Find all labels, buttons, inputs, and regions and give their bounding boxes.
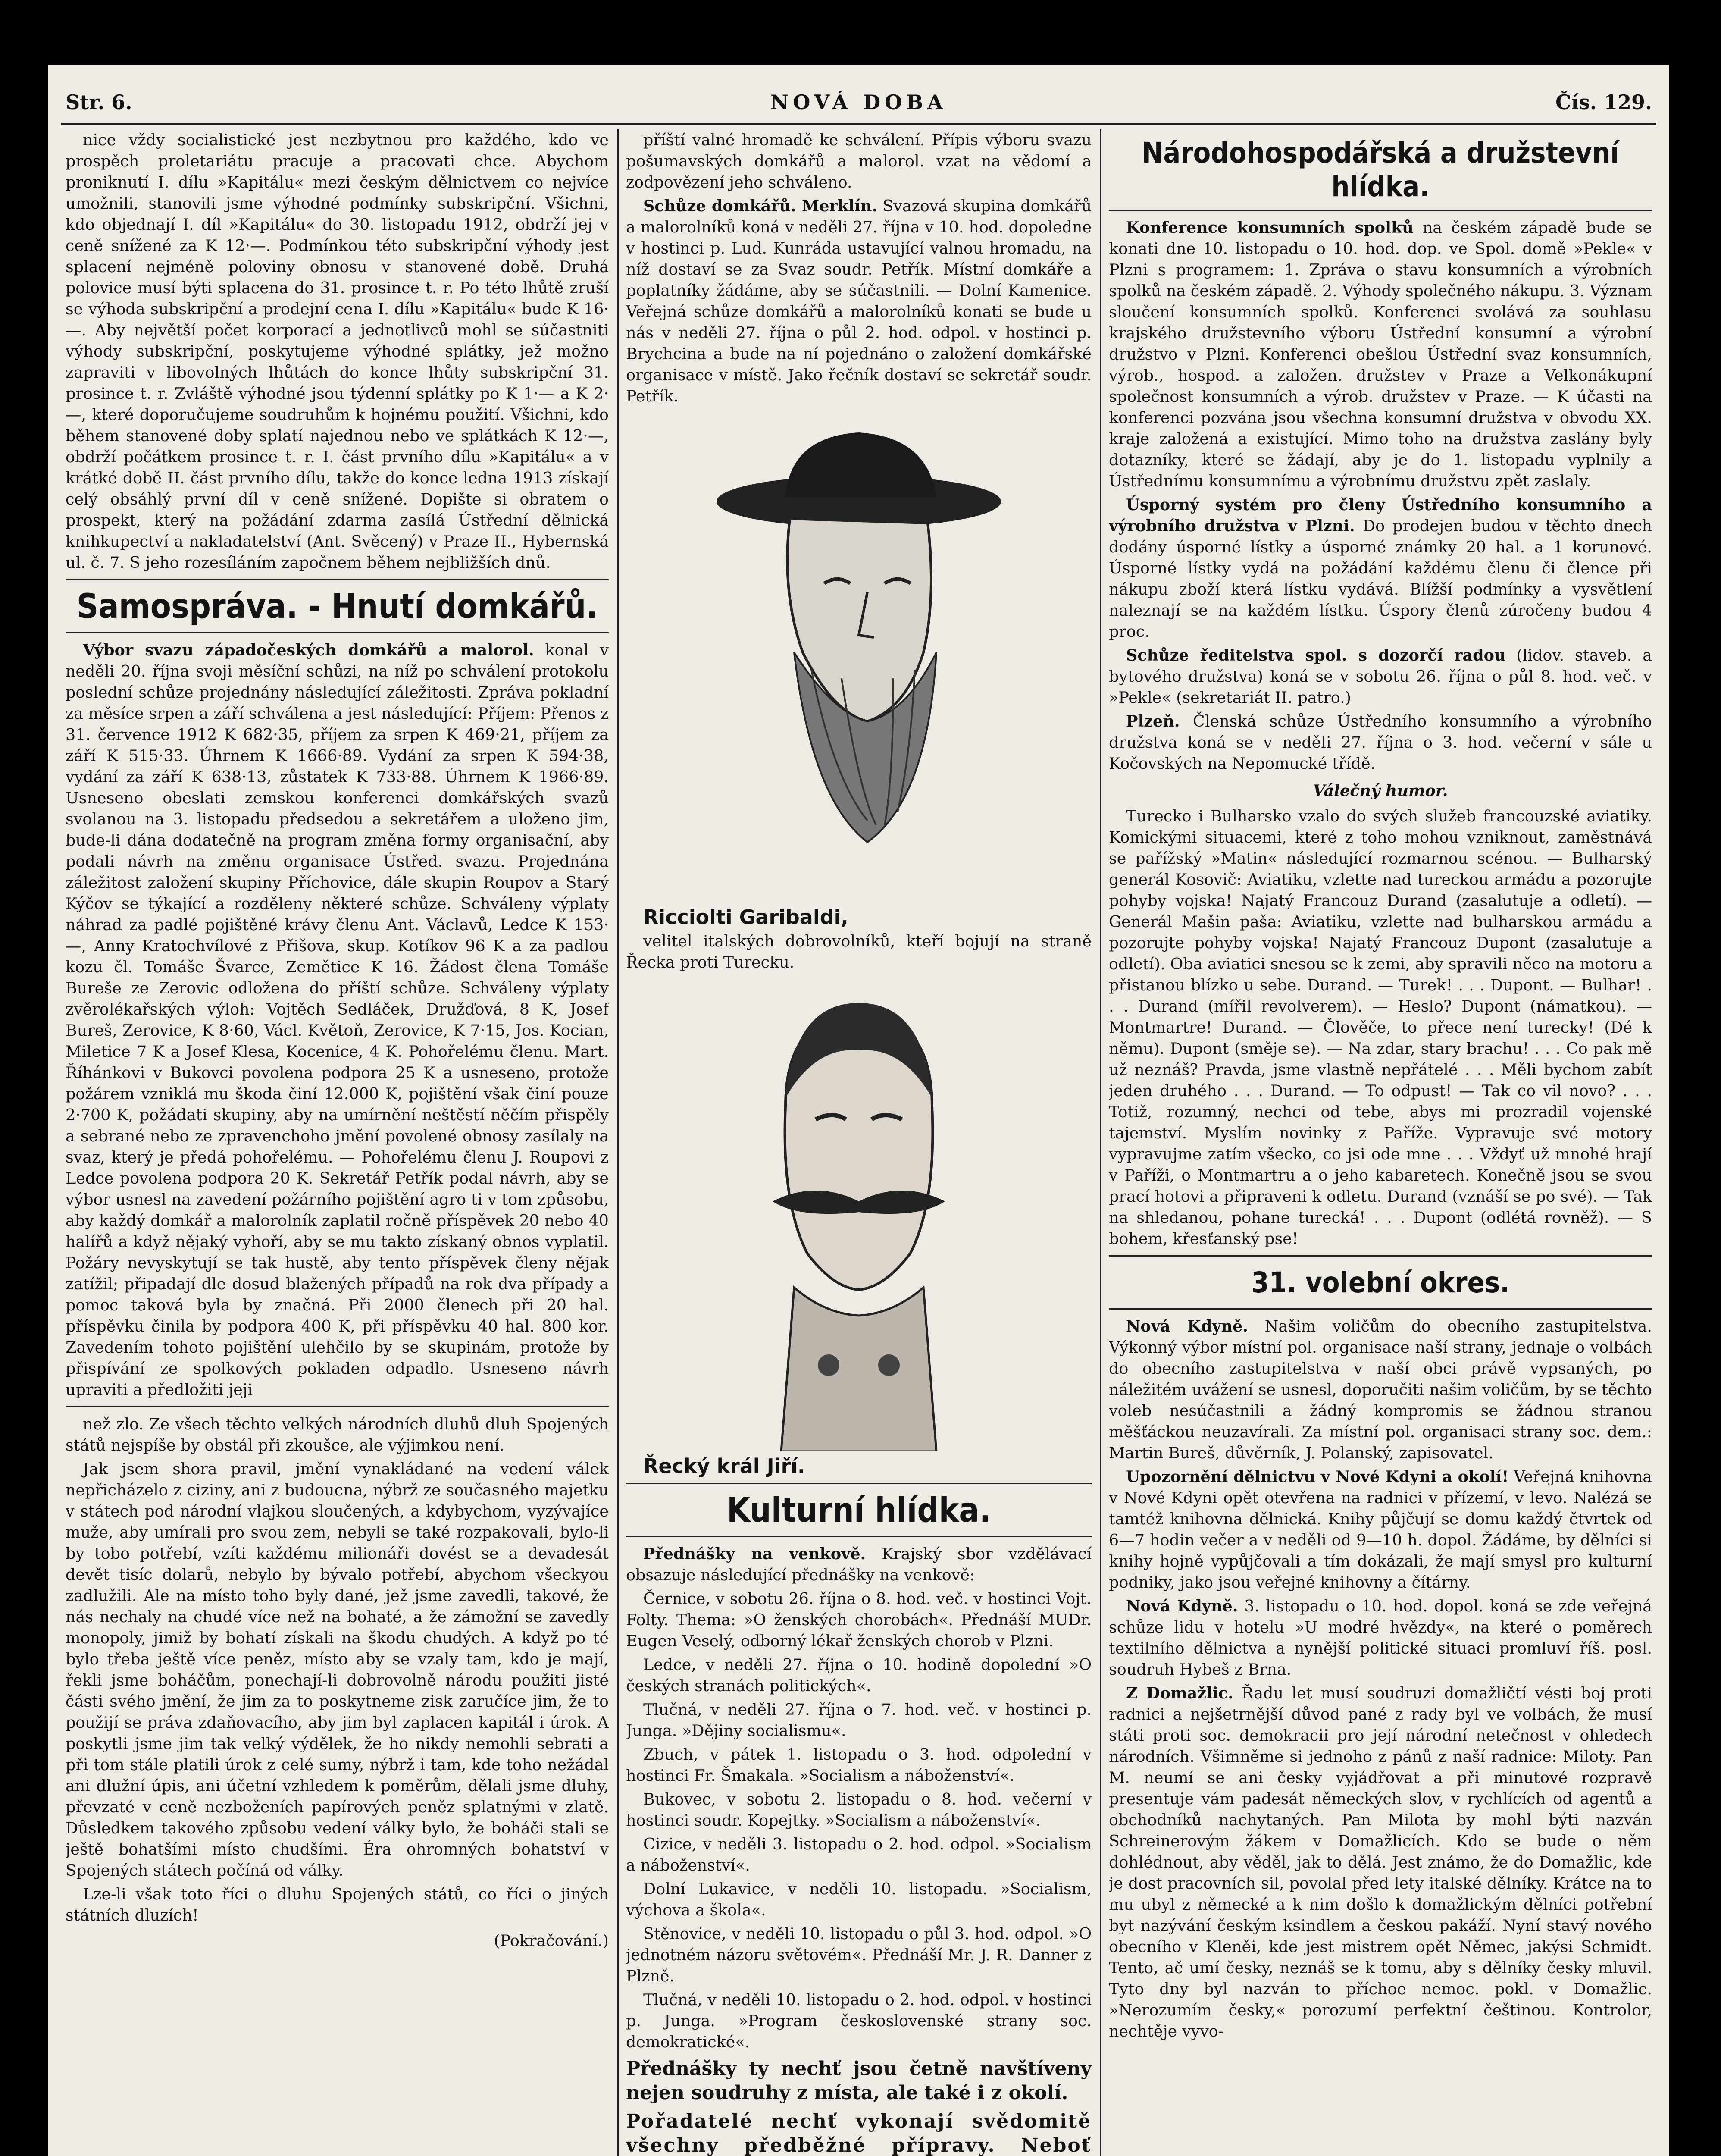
run-in-heading: Výbor svazu západočeských domkářů a malorol. [83, 641, 534, 659]
lecture-listing: Bukovec, v sobotu 2. listopadu o 8. hod. večerní v hostinci soudr. Kopejtky. »Socialism a náboženství«. [626, 1790, 1092, 1830]
masthead-title: NOVÁ DOBA [770, 91, 947, 114]
run-in-heading: Upozornění dělnictvu v Nové Kdyni a okolí! [1126, 1467, 1509, 1486]
garibaldi-portrait-illustration [704, 411, 1014, 903]
subsection-heading: Válečný humor. [1313, 781, 1448, 800]
article-text: Veřejná knihovna v Nové Kdyni opět otevřena na radnici v přízemí, v levo. Nalézá se tamtéž knihovna dělnická. Knihy půjčují se domu každý čtvrtek od 6—7 hodin večer a v neděli od 9—10 h. dopol. Žádáme, by dělníci si knihy hojně vypůjčovali a tím dokázali, že mají smysl pro kulturní podniky, jako jsou veřejné knihovny a čítárny. [1109, 1467, 1652, 1592]
divider [1109, 1255, 1652, 1257]
article-paragraph [1109, 1316, 1652, 1463]
article-text: konal v neděli 20. října svoji měsíční schůzi, na níž po schválení protokolu poslední schůze projednány následující záležitosti. Zpráva pokladní za měsíce srpen a září schválena a jest následující: Příjem: Přenos z 31. července 1912 K 682·35, příjem za srpen K 469·21, příjem za září K 515·33. Úhrnem K 1666·89. Vydání za srpen K 594·38, vydání za září K 638·13, zůstatek K 733·88. Úhrnem K 1966·89. Usneseno obeslati zemskou konferenci domkářských svazů svolanou na 3. listopadu předsedou a sekretářem a uloženo jim, bude-li dána dodatečně na program změna formy organisační, aby podali návrh na změnu organisace Ústřed. svazu. Projednána záležitost založení skupiny Příchovice, dále skupin Roupov a Starý Kýčov se týkající a rozděleny některé schůze. Schváleny výplaty náhrad za padlé pojištěné krávy členu Ant. Václavů, Ledce K 153·—, Anny Kratochvílové z Přišova, skup. Kotíkov 96 K a za padlou kozu čl. Tomáše Švarce, Zemětice K 16. Žádost člena Tomáše Bureše ze Zerovic odložena do příští schůze. Schváleny výplaty zvěrolékařských výloh: Vojtěch Sedláček, Družďová, 8 K, Josef Bureš, Zerovice, K 8·60, Václ. Květoň, Zerovice, K 7·15, Jos. Kocian, Miletice 7 K a Josef Klesa, Kocenice, 4 K. Pohořelému členu. Mart. Říhánkovi v Bukovci povolena podpora 25 K a usneseno, protože požárem vzniklá mu škoda činí 12.000 K, pojištění však činí pouze 2·700 K, požádati skupiny, aby na umírnění neštěstí něčím přispěly a sebrané nebo ze zpravenchoho jmění povolené obnosy zasílaly na svaz, který je předá pohořelému. — Pohořelému členu J. Roupovi z Ledce povolena podpora 20 K. Sekretář Petřík podal návrh, aby se výbor usnesl na zavedení požárního pojištění agro ti v tom způsobu, aby každý domkář a malorolník zaplatil ročně příspěvek 20 nebo 40 halířů a když nějaký vyhoří, aby se mu takto získaný obnos vyplatil. Požáry nevyskytují se tak hustě, aby tento příspěvek členy nějak zatížil; připadají dle dosud blažených případů na rok dva případy a pomoc taková byla by značná. Při 2000 členech při 20 hal. příspěvku činila by podpora 400 K, při příspěvku 40 hal. 800 kor. Zavedením tohoto pojištění ulehčilo by se skupinám, protože by přispívání ze spolkových pokladen odpadlo. Usneseno návrh upraviti a předložiti jeji [66, 641, 609, 1399]
article-paragraph [66, 639, 609, 1400]
middle-column [626, 129, 1092, 2156]
run-in-heading: Přednášky na venkově. [643, 1545, 866, 1563]
section-heading: Samospráva. - Hnutí domkářů. [76, 587, 598, 626]
article-paragraph [1109, 1466, 1652, 1593]
divider [1109, 1308, 1652, 1310]
section-heading: Národohospodářská a družstevní hlídka. [1142, 136, 1619, 203]
article-paragraph [1109, 494, 1652, 642]
run-in-heading: Úsporný systém pro členy Ústředního konsumního a výrobního družstva v Plzni. [1109, 495, 1652, 535]
portrait-caption-name: Ricciolti Garibaldi, [643, 906, 848, 929]
article-paragraph [1109, 1595, 1652, 1680]
header-rule [61, 123, 1656, 125]
section-heading: 31. volební okres. [1251, 1266, 1510, 1299]
article-text: Krajský sbor vzdělávací obsazuje následující přednášky na venkově: [626, 1545, 1092, 1584]
portrait-caption-description: velitel italských dobrovolníků, kteří bojují na straně Řecka proti Turecku. [626, 932, 1092, 971]
column-divider-1 [617, 129, 619, 2156]
lecture-listing: Cizice, v neděli 3. listopadu o 2. hod. odpol. »Socialism a náboženství«. [626, 1835, 1092, 1874]
article-paragraph: nice vždy socialistické jest nezbytnou pro každého, kdo ve prospěch proletariátu pracuje a pracovati chce. Abychom proniknutí I. dílu »Kapitálu« mezi českým dělnictvem co nejvíce umožnili, stanovili jsme výhodné podmínky subskripční. Všichni, kdo objednají I. díl »Kapitálu« do 30. listopadu 1912, obdrží jej v ceně snížené za K 12·—. Podmínkou této subskripční výhody jest splacení nejméně poloviny obnosu v stanovené době. Druhá polovice musí býti splacena do 31. prosince t. r. Po této lhůtě zruší se výhoda subskripční a prodejní cena I. dílu »Kapitálu« bude K 16·—. Aby největší počet korporací a jednotlivců mohl se súčastniti výhody subskripční, poskytujeme výhodné splátky, jež možno zapraviti v libovolných lhůtách do konce lhůty subskripční 31. prosince t. r. Zvláště výhodné jsou týdenní splátky po K 1·— a K 2·—, které doporučujeme soudruhům k hojnému použití. Všichni, kdo během stanovené doby splatí najednou nebo ve splátkách K 12·—, obdrží počátkem prosince t. r. I. část prvního dílu »Kapitálu« a v krátké době II. část prvního dílu, takže do konce ledna 1913 získají celý obsáhlý první díl v ceně snížené. Dopište si obratem o prospekt, který na požádání zdarma zasílá Ústřední dělnická knihkupectví a nakladatelství (Ant. Svěcený) v Praze II., Hybernská ul. č. 7. S jeho rozesíláním započnem během nejbližších dnů. [66, 131, 609, 572]
issue-number: Čís. 129. [1555, 91, 1652, 114]
lecture-listing: Tlučná, v neděli 27. října o 7. hod. več. v hostinci p. Junga. »Dějiny socialismu«. [626, 1700, 1092, 1740]
article-paragraph: než zlo. Ze všech těchto velkých národních dluhů dluh Spojených států nejspíše by obstál při zkoušce, ale výjimkou není. [66, 1415, 609, 1454]
portrait-caption-name: Řecký král Jiří. [643, 1454, 805, 1478]
article-paragraph: Jak jsem shora pravil, jmění vynakládané na vedení válek nepřicházelo z ciziny, ani z budoucna, nýbrž ze současného majetku v státech pod národní vlajkou sloučených, a kdybychom, vyzývajíce muže, aby umírali pro svou zem, nebyli se také rozpakovali, bylo-li by tobo potřebí, vzíti každému milionáři dovést se a devadesát devět tisíc dolarů, nebylo by bývalo potřebí, abychom všeckyou zadlužili. Ale na místo toho byly dané, jež jsme zavedli, takové, že nás nechaly na chudé více než na bohaté, a že zámožní se zavedly monopoly, jimiž by bohatí získali na škodu chudých. A když po té bylo třeba ještě více peněz, místo aby se vzaly tam, kdo je mají, řekli jsme boháčům, ponechají-li dobrovolně národu použiti jisté části svého jmění, že jim za to poskytneme zisk zaručíce jim, že to použijí se práva zdaňovacího, aby jim byl zaplacen kapitál i úrok. A poskytli jsme jim tak velký výdělek, že ho nikdy nemohli sebrati a při tom stále platili úrok z celé sumy, nýbrž i tam, kde toho nežádal ani dlužní úpis, ani účetní vzhledem k poměrům, dělali jsme dluhy, převzaté v ceně nezboženích papírových peněz splatnými v zlatě. Důsledkem takového způsobu vedení války bylo, že boháči stali se ještě bohatšími místo chudšími. Éra ohromných bohatství v Spojených státech počíná od války. [66, 1460, 609, 1880]
left-column [66, 129, 609, 2156]
article-text: 3. listopadu o 10. hod. dopol. koná se zde veřejná schůze lidu v hotelu »U modré hvězdy«, na které o poměrech textilního dělnictva a nynější politické situaci promluví říš. posl. soudruh Hybeš z Brna. [1109, 1597, 1652, 1679]
run-in-heading: Nová Kdyně. [1126, 1317, 1249, 1335]
article-text: (lidov. staveb. a bytového družstva) koná se v sobotu 26. října o půl 8. hod. več. v »Pekle« (sekretariát II. patro.) [1109, 646, 1652, 707]
divider [66, 632, 609, 633]
article-paragraph: příští valné hromadě ke schválení. Přípis výboru svazu pošumavských domkářů a malorol. vzat na vědomí a zodpovězení jeho schváleno. [626, 131, 1092, 191]
right-column [1109, 129, 1652, 2156]
lecture-listing: Zbuch, v pátek 1. listopadu o 3. hod. odpolední v hostinci Fr. Šmakala. »Socialism a náboženství«. [626, 1745, 1092, 1785]
lecture-listing: Dolní Lukavice, v neděli 10. listopadu. »Socialism, výchova a škola«. [626, 1880, 1092, 1919]
page-number: Str. 6. [66, 91, 132, 114]
column-divider-2 [1100, 129, 1101, 2156]
divider [626, 1536, 1092, 1537]
lecture-listing: Ledce, v neděli 27. října o 10. hodině dopolední »O českých stranách politických«. [626, 1655, 1092, 1695]
run-in-heading: Schůze ředitelstva spol. s dozorčí radou [1126, 646, 1506, 664]
king-george-portrait-illustration [721, 977, 997, 1451]
article-paragraph [1109, 217, 1652, 492]
divider [66, 579, 609, 580]
article-paragraph [1109, 645, 1652, 708]
section-heading: Kulturní hlídka. [726, 1491, 991, 1530]
run-in-heading: Konference konsumních spolků [1126, 218, 1414, 237]
continuation-note: (Pokračování.) [494, 1931, 609, 1950]
divider [1109, 210, 1652, 211]
lecture-listing: Stěnovice, v neděli 10. listopadu o půl 3. hod. odpol. »O jednotném názoru světovém«. Přednáší Mr. J. R. Danner z Plzně. [626, 1924, 1092, 1985]
run-in-heading: Z Domažlic. [1126, 1684, 1233, 1702]
lecture-listing: Černice, v sobotu 26. října o 8. hod. več. v hostinci Vojt. Folty. Thema: »O ženských chorobách«. Přednáší MUDr. Eugen Veselý, odborný lékař ženských chorob v Plzni. [626, 1589, 1092, 1650]
article-text: Řadu let musí soudruzi domažličtí vésti boj proti radnici a nejšetrnější důvod pané z rady byl ve volbách, že musí státi proti soc. demokracii pro její národní netečnost v ohledech národních. Všimněme si jednoho z pánů z naší radnice: Miloty. Pan M. neumí se ani česky vyjádřovat a při minutové rozpravě presentuje vám padesát německých slov, v rychlících od agentů a obchodníků nachytaných. Pan Milota by mohl býti nazván Schreinerovým žákem v Domažlicích. Kdo se bude o něm dohlédnout, aby věděl, jak to dělá. Jest známo, že do Domažlic, kde je dost pracovních sil, povolal před lety italské dělníky. Krátce na to mu ubyl z německé a k nim došlo k domažlickým dělníci potřební byt nazývání českým ksindlem a českou pakáží. Nyní stavý nového obecního v Kleněi, kde jest mistrem opět Němec, jakýsi Schmidt. Tento, ač umí česky, neznáš se k tomu, aby s dělníky česky mluvil. Tyto dny byl nazván to příchoe nemoc. pokl. v Domažlic. »Nerozumím česky,« porozumí perfektní češtinou. Kontrolor, nechtěje vyvo- [1109, 1684, 1652, 2040]
article-paragraph: Lze-li však toto říci o dluhu Spojených států, co říci o jiných státních dluzích! [66, 1885, 609, 1924]
article-paragraph [1109, 711, 1652, 774]
article-text: na českém západě bude se konati dne 10. listopadu o 10. hod. dop. ve Spol. domě »Pekle« v Plzni s programem: 1. Zpráva o stavu konsumních a výrobních spolků na českém západě. 2. Výhody společného nákupu. 3. Význam sloučení konsumních spolků. Konferenci svolává za souhlasu krajského družstevního výboru Ústřední konsumní a výrobní družstvo v Plzni. Konferenci obešlou Ústřední svaz konsumních, výrob., hospod. a založen. družstev v Praze a Velkonákupní společnost konsumních a výrob. družstev v Praze. — K účasti na konferenci pozvána jsou všechna konsumní družstva v obvodu XX. kraje založená a existující. Mimo toho na družstva zaslány byly dotazníky, které se žádají, aby je do 1. listopadu vyplnily a Ústřednímu konsumnímu a výrobnímu družstvu zpět zaslaly. [1109, 218, 1652, 490]
divider [66, 1406, 609, 1407]
article-text: Členská schůze Ústředního konsumního a výrobního družstva koná se v neděli 27. října o 3. hod. večerní v sále u Kočovských na Nepomucké třídě. [1109, 712, 1652, 773]
article-text: Našim voličům do obecního zastupitelstva. Výkonný výbor místní pol. organisace naší strany, jednaje o volbách do obecního zastupitelstva v naší obci právě vypsaných, po náležitém uvážení se usnesl, doporučiti našim voličům, by se těchto voleb nesúčastnili a žádný kompromis se žádnou stranou měšťáckou neuzavírali. Za místní pol. organisaci strany soc. dem.: Martin Bureš, důvěrník, J. Polanský, zapisovatel. [1109, 1317, 1652, 1462]
appeal-notice: Pořadatelé nechť vykonají svědomitě všechny předběžné přípravy. Neboť [626, 2110, 1092, 2156]
article-paragraph [626, 1543, 1092, 1586]
appeal-notice: Přednášky ty nechť jsou četně navštíveny nejen soudruhy z místa, ale také i z okolí. [626, 2058, 1092, 2104]
article-text: Do prodejen budou v těchto dnech dodány úsporné lístky a úsporné známky 20 hal. a 1 korunové. Úsporné lístky vydá na požádání každému členu či člence při nákupu zboží která lístku vydává. Blížší podmínky a vysvětlení naleznají se na každém lístku. Úspory členů zúročeny budou 4 proc. [1109, 517, 1652, 641]
newspaper-page [48, 65, 1669, 2156]
lecture-listing: Tlučná, v neděli 10. listopadu o 2. hod. odpol. v hostinci p. Junga. »Program československé strany soc. demokratické«. [626, 1990, 1092, 2051]
article-paragraph: Turecko i Bulharsko vzalo do svých služeb francouzské aviatiky. Komickými situacemi, které z toho mohou vzniknout, zaměstnává se pařížský »Matin« následující rozmarnou scénou. — Bulharský generál Kosovič: Aviatiku, vzlette nad tureckou armádu a pozorujte pohyby vojska! Najatý Francouz Durand (zasalutuje a odletí). — Generál Mašin paša: Aviatiku, vzlette nad bulharskou armádu a pozorujte pohyby vojska! Najatý Francouz Dupont (zasalutuje a odletí). Oba aviatici snesou se k zemi, aby spravili něco na motoru a přistanou blízko u sebe. Durand. — Turek! . . . Dupont. — Bulhar! . . . Durand (mířil revolverem). — Heslo? Dupont (námatkou). — Montmartre! Durand. — Člověče, to přece není turecky! (Dé k němu). Dupont (směje se). — Na zdar, stary brachu! . . . Co pak mě už neznáš? Pravda, jsme vlastně nepřátelé . . . Měli bychom zabít jeden druhého . . . Durand. — To odpust! — Tak co vil novo? . . . Totiž, rozumný, nechci od tebe, abys mi prozradil vojenské tajemství. Myslím novinky z Paříže. Vypravuje své motory vypravujme zatím všecko, co jsi ode mne . . . Vždyť už mnohé hrají v Paříži, o Montmartru a o jeho kabaretech. Konečně jsou se svou prací hotovi a připraveni k odletu. Durand (vznáší se po své). — Tak na shledanou, pohane turecká! . . . Dupont (odlétá rovněž). — S bohem, křesťanský pse! [1109, 807, 1652, 1248]
run-in-heading: Nová Kdyně. [1126, 1597, 1238, 1615]
article-paragraph [626, 195, 1092, 407]
article-text: Svazová skupina domkářů a malorolníků koná v neděli 27. října v 10. hod. dopoledne v hostinci p. Lud. Kunráda ustavující valnou hromadu, na níž dostaví se za Svaz soudr. Petřík. Místní domkáře a poplatníky žádáme, aby se súčastnili. — Dolní Kamenice. Veřejná schůze domkářů a malorolníků konati se bude u nás v neděli 27. října o půl 2. hod. odpol. v hostinci p. Brychcina a bude na ní pojednáno o založení domkářské organisace v místě. Jako řečník dostaví se sekretář soudr. Petřík. [626, 197, 1092, 405]
run-in-heading: Schůze domkářů. Merklín. [643, 197, 878, 215]
divider [626, 1483, 1092, 1484]
run-in-heading: Plzeň. [1126, 712, 1180, 730]
article-paragraph [1109, 1683, 1652, 2042]
